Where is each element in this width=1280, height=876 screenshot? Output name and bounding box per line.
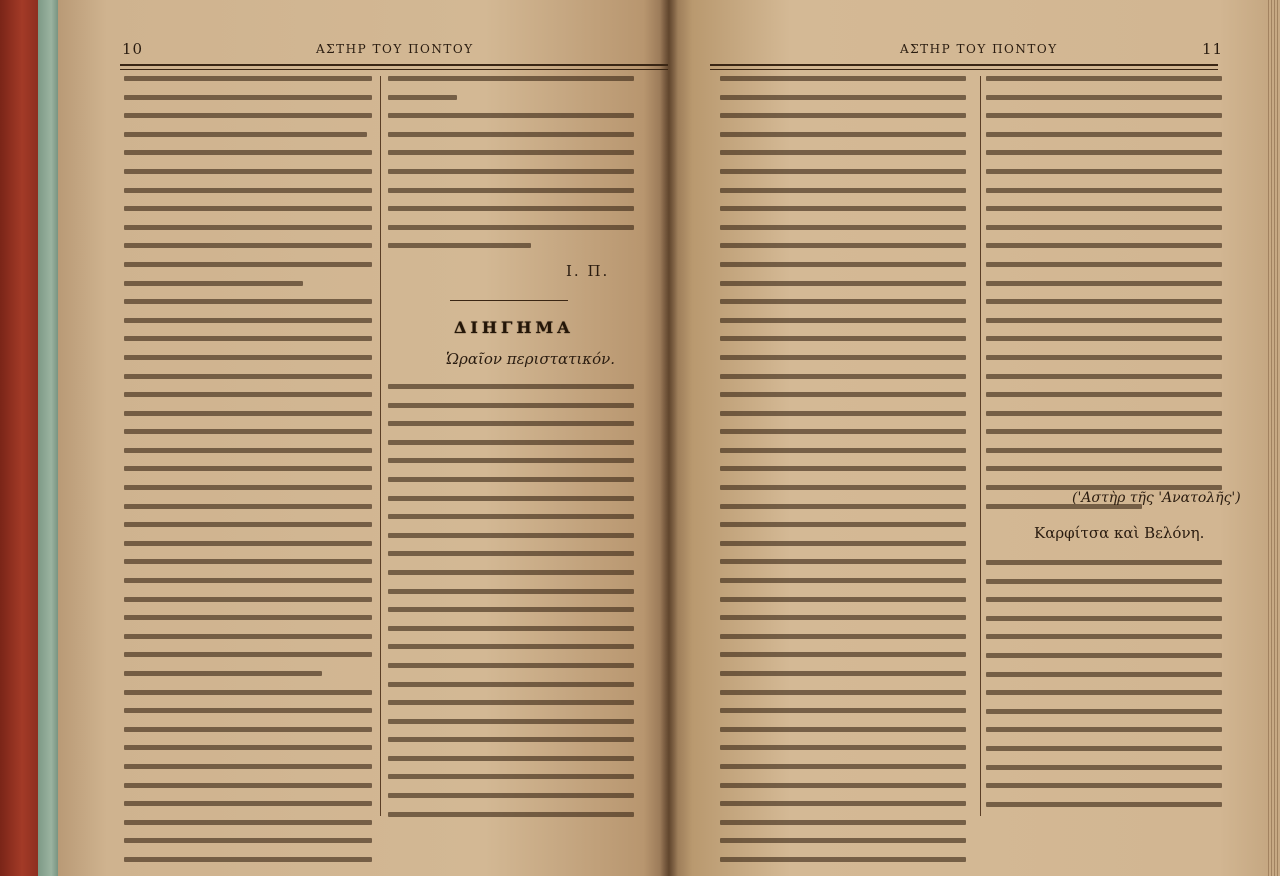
story-column: [388, 384, 634, 830]
column-text: [986, 76, 1222, 509]
right-page: [668, 0, 1280, 876]
section-heading: ΔΙΗΓΗΜΑ: [454, 318, 574, 337]
column-text: [388, 76, 634, 248]
column-text: [388, 384, 634, 817]
column-text: [124, 76, 372, 876]
left-page-column-1: [124, 76, 372, 876]
column-text: [720, 76, 966, 876]
left-running-title: ΑΣΤΗΡ ΤΟΥ ΠΟΝΤΟΥ: [316, 42, 474, 56]
right-story-column: [986, 560, 1222, 820]
story-title: Ὡραῖον περιστατικόν.: [446, 350, 616, 368]
left-column-separator: [380, 76, 381, 816]
book-endpaper-edge: [38, 0, 60, 876]
right-running-title: ΑΣΤΗΡ ΤΟΥ ΠΟΝΤΟΥ: [900, 42, 1058, 56]
story-title-right: Καρφίτσα καὶ Βελόνη.: [1034, 524, 1205, 542]
book-cover-edge: [0, 0, 40, 876]
page-edges: [1268, 0, 1280, 876]
right-column-separator: [980, 76, 981, 816]
left-header-rule: [120, 64, 668, 70]
left-page-column-2: [388, 76, 634, 262]
book-gutter: [660, 0, 678, 876]
right-page-column-1: [720, 76, 966, 876]
left-page-number: 10: [122, 40, 144, 58]
source-note: ('Αστὴρ τῆς 'Ανατολῆς'): [1072, 490, 1241, 506]
right-page-number: 11: [1202, 40, 1224, 58]
right-page-column-2: [986, 76, 1222, 522]
section-divider: [450, 300, 568, 301]
author-signature: Ι. Π.: [566, 262, 610, 280]
left-page: [58, 0, 668, 876]
right-header-rule: [710, 64, 1218, 70]
column-text: [986, 560, 1222, 807]
